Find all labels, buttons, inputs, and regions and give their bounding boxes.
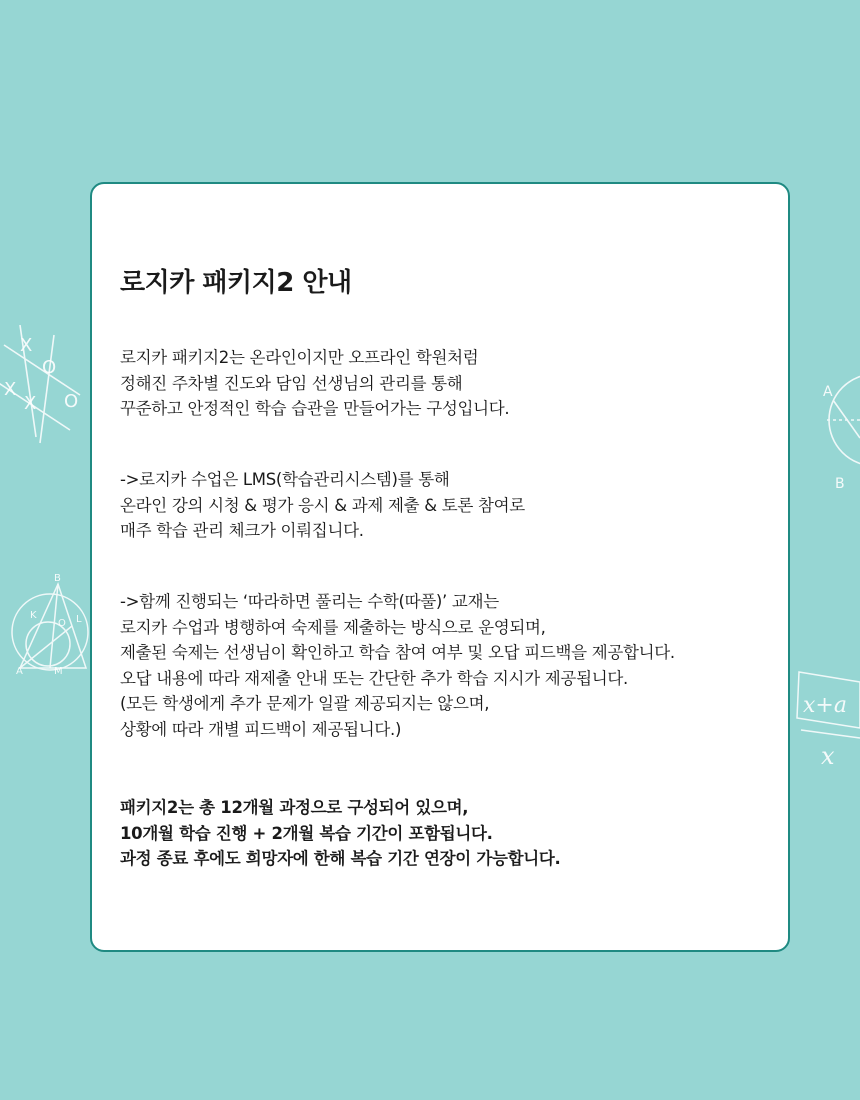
course-line: 10개월 학습 진행 + 2개월 복습 기간이 포함됩니다. xyxy=(120,823,493,843)
textbook-line: ->함께 진행되는 ‘따라하면 풀리는 수학(따풀)’ 교재는 xyxy=(120,592,499,611)
circle-doodle xyxy=(815,360,860,500)
formula-doodle xyxy=(795,660,860,770)
course-paragraph xyxy=(120,795,561,872)
intro-line: 꾸준하고 안정적인 학습 습관을 만들어가는 구성입니다. xyxy=(120,399,510,419)
intro-line: 로지카 패키지2는 온라인이지만 오프라인 학원처럼 xyxy=(120,348,479,367)
textbook-line: 로지카 수업과 병행하여 숙제를 제출하는 방식으로 운영되며, xyxy=(120,617,546,637)
triangle-label: K xyxy=(30,610,37,621)
course-line: 과정 종료 후에도 희망자에 한해 복습 기간 연장이 가능합니다. xyxy=(120,849,561,869)
intro-line: 정해진 주차별 진도와 담임 선생님의 관리를 통해 xyxy=(120,373,463,393)
triangle-label: O xyxy=(58,618,66,629)
triangle-circle-doodle xyxy=(0,570,92,685)
triangle-label: B xyxy=(54,573,61,584)
tictactoe-doodle xyxy=(0,325,92,445)
lms-line: ->로지카 수업은 LMS(학습관리시스템)를 통해 xyxy=(120,470,450,489)
textbook-line: 상황에 따라 개별 피드백이 제공됩니다.) xyxy=(120,719,402,739)
notice-title: 로지카 패키지2 안내 xyxy=(120,268,352,298)
tictactoe-mark: O xyxy=(42,357,57,378)
course-line: 패키지2는 총 12개월 과정으로 구성되어 있으며, xyxy=(120,798,469,817)
triangle-label: A xyxy=(16,666,23,677)
textbook-line: 제출된 숙제는 선생님이 확인하고 학습 참여 여부 및 오답 피드백을 제공합니다. xyxy=(120,643,675,663)
tictactoe-mark: X xyxy=(4,379,17,400)
formula-bottom: x xyxy=(821,742,835,770)
formula-top: x+a xyxy=(803,693,847,718)
triangle-label: L xyxy=(76,614,82,625)
tictactoe-mark: X xyxy=(20,335,33,356)
lms-line: 온라인 강의 시청 & 평가 응시 & 과제 제출 & 토론 참여로 xyxy=(120,495,525,515)
textbook-line: 오답 내용에 따라 재제출 안내 또는 간단한 추가 학습 지시가 제공됩니다. xyxy=(120,668,628,688)
circle-label: B xyxy=(835,476,845,492)
tictactoe-mark: O xyxy=(64,391,79,412)
lms-paragraph xyxy=(120,467,525,544)
textbook-line: (모든 학생에게 추가 문제가 일괄 제공되지는 않으며, xyxy=(120,694,490,714)
triangle-label: M xyxy=(54,666,63,677)
notice-card xyxy=(90,182,790,952)
tictactoe-mark: X xyxy=(24,393,37,414)
textbook-paragraph xyxy=(120,589,675,743)
circle-label: A xyxy=(823,384,833,400)
lms-line: 매주 학습 관리 체크가 이뤄집니다. xyxy=(120,521,364,541)
intro-paragraph xyxy=(120,345,509,422)
